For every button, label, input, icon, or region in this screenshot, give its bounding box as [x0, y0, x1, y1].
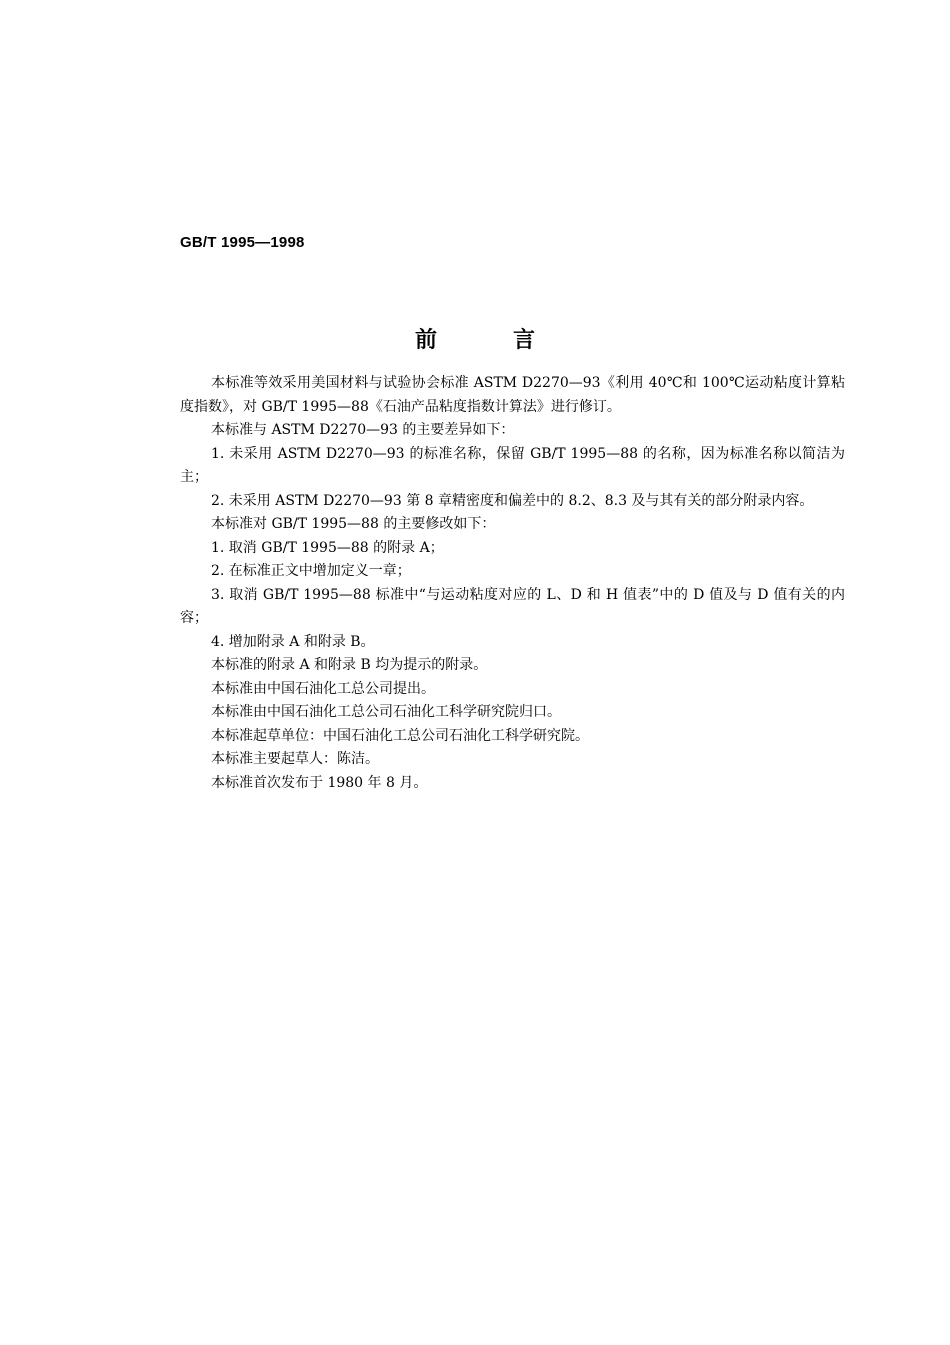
paragraph-first-issued: 本标准首次发布于 1980 年 8 月。: [211, 774, 428, 791]
list-item-modification-1: 1. 取消 GB/T 1995—88 的附录 A；: [211, 539, 444, 556]
section-title-char-2: 言: [513, 327, 536, 353]
paragraph-differences-heading: 本标准与 ASTM D2270—93 的主要差异如下：: [211, 422, 515, 438]
section-title-char-1: 前: [414, 327, 437, 353]
paragraph-proposer: 本标准由中国石油化工总公司提出。: [211, 680, 435, 697]
paragraph-intro: 本标准等效采用美国材料与试验协会标准 ASTM D2270—93《利用 40℃和 100℃运动粘度计算粘度指数》，对 GB/T 1995—88《石油产品粘度指数计算法》进行修订。: [180, 375, 845, 415]
paragraph-drafting-unit: 本标准起草单位：中国石油化工总公司石油化工科学研究院。: [211, 727, 589, 744]
list-item-difference-2: 2. 未采用 ASTM D2270—93 第 8 章精密度和偏差中的 8.2、8.3 及与其有关的部分附录内容。: [211, 492, 814, 509]
foreword-body: [180, 372, 845, 795]
list-item-modification-2: 2. 在标准正文中增加定义一章；: [211, 563, 411, 579]
paragraph-appendix-note: 本标准的附录 A 和附录 B 均为提示的附录。: [211, 657, 488, 673]
list-item-modification-4: 4. 增加附录 A 和附录 B。: [211, 633, 375, 650]
list-item-modification-3: 3. 取消 GB/T 1995—88 标准中“与运动粘度对应的 L、D 和 H 值表”中的 D 值及与 D 值有关的内容；: [180, 586, 845, 626]
standard-code: GB/T 1995—1998: [180, 234, 305, 251]
paragraph-modifications-heading: 本标准对 GB/T 1995—88 的主要修改如下：: [211, 516, 496, 532]
list-item-difference-1: 1. 未采用 ASTM D2270—93 的标准名称，保留 GB/T 1995—88 的名称，因为标准名称以简洁为主；: [180, 445, 845, 485]
paragraph-centralized-by: 本标准由中国石油化工总公司石油化工科学研究院归口。: [211, 704, 561, 720]
section-title-foreword: [0, 323, 950, 354]
paragraph-main-drafter: 本标准主要起草人：陈洁。: [211, 751, 379, 767]
